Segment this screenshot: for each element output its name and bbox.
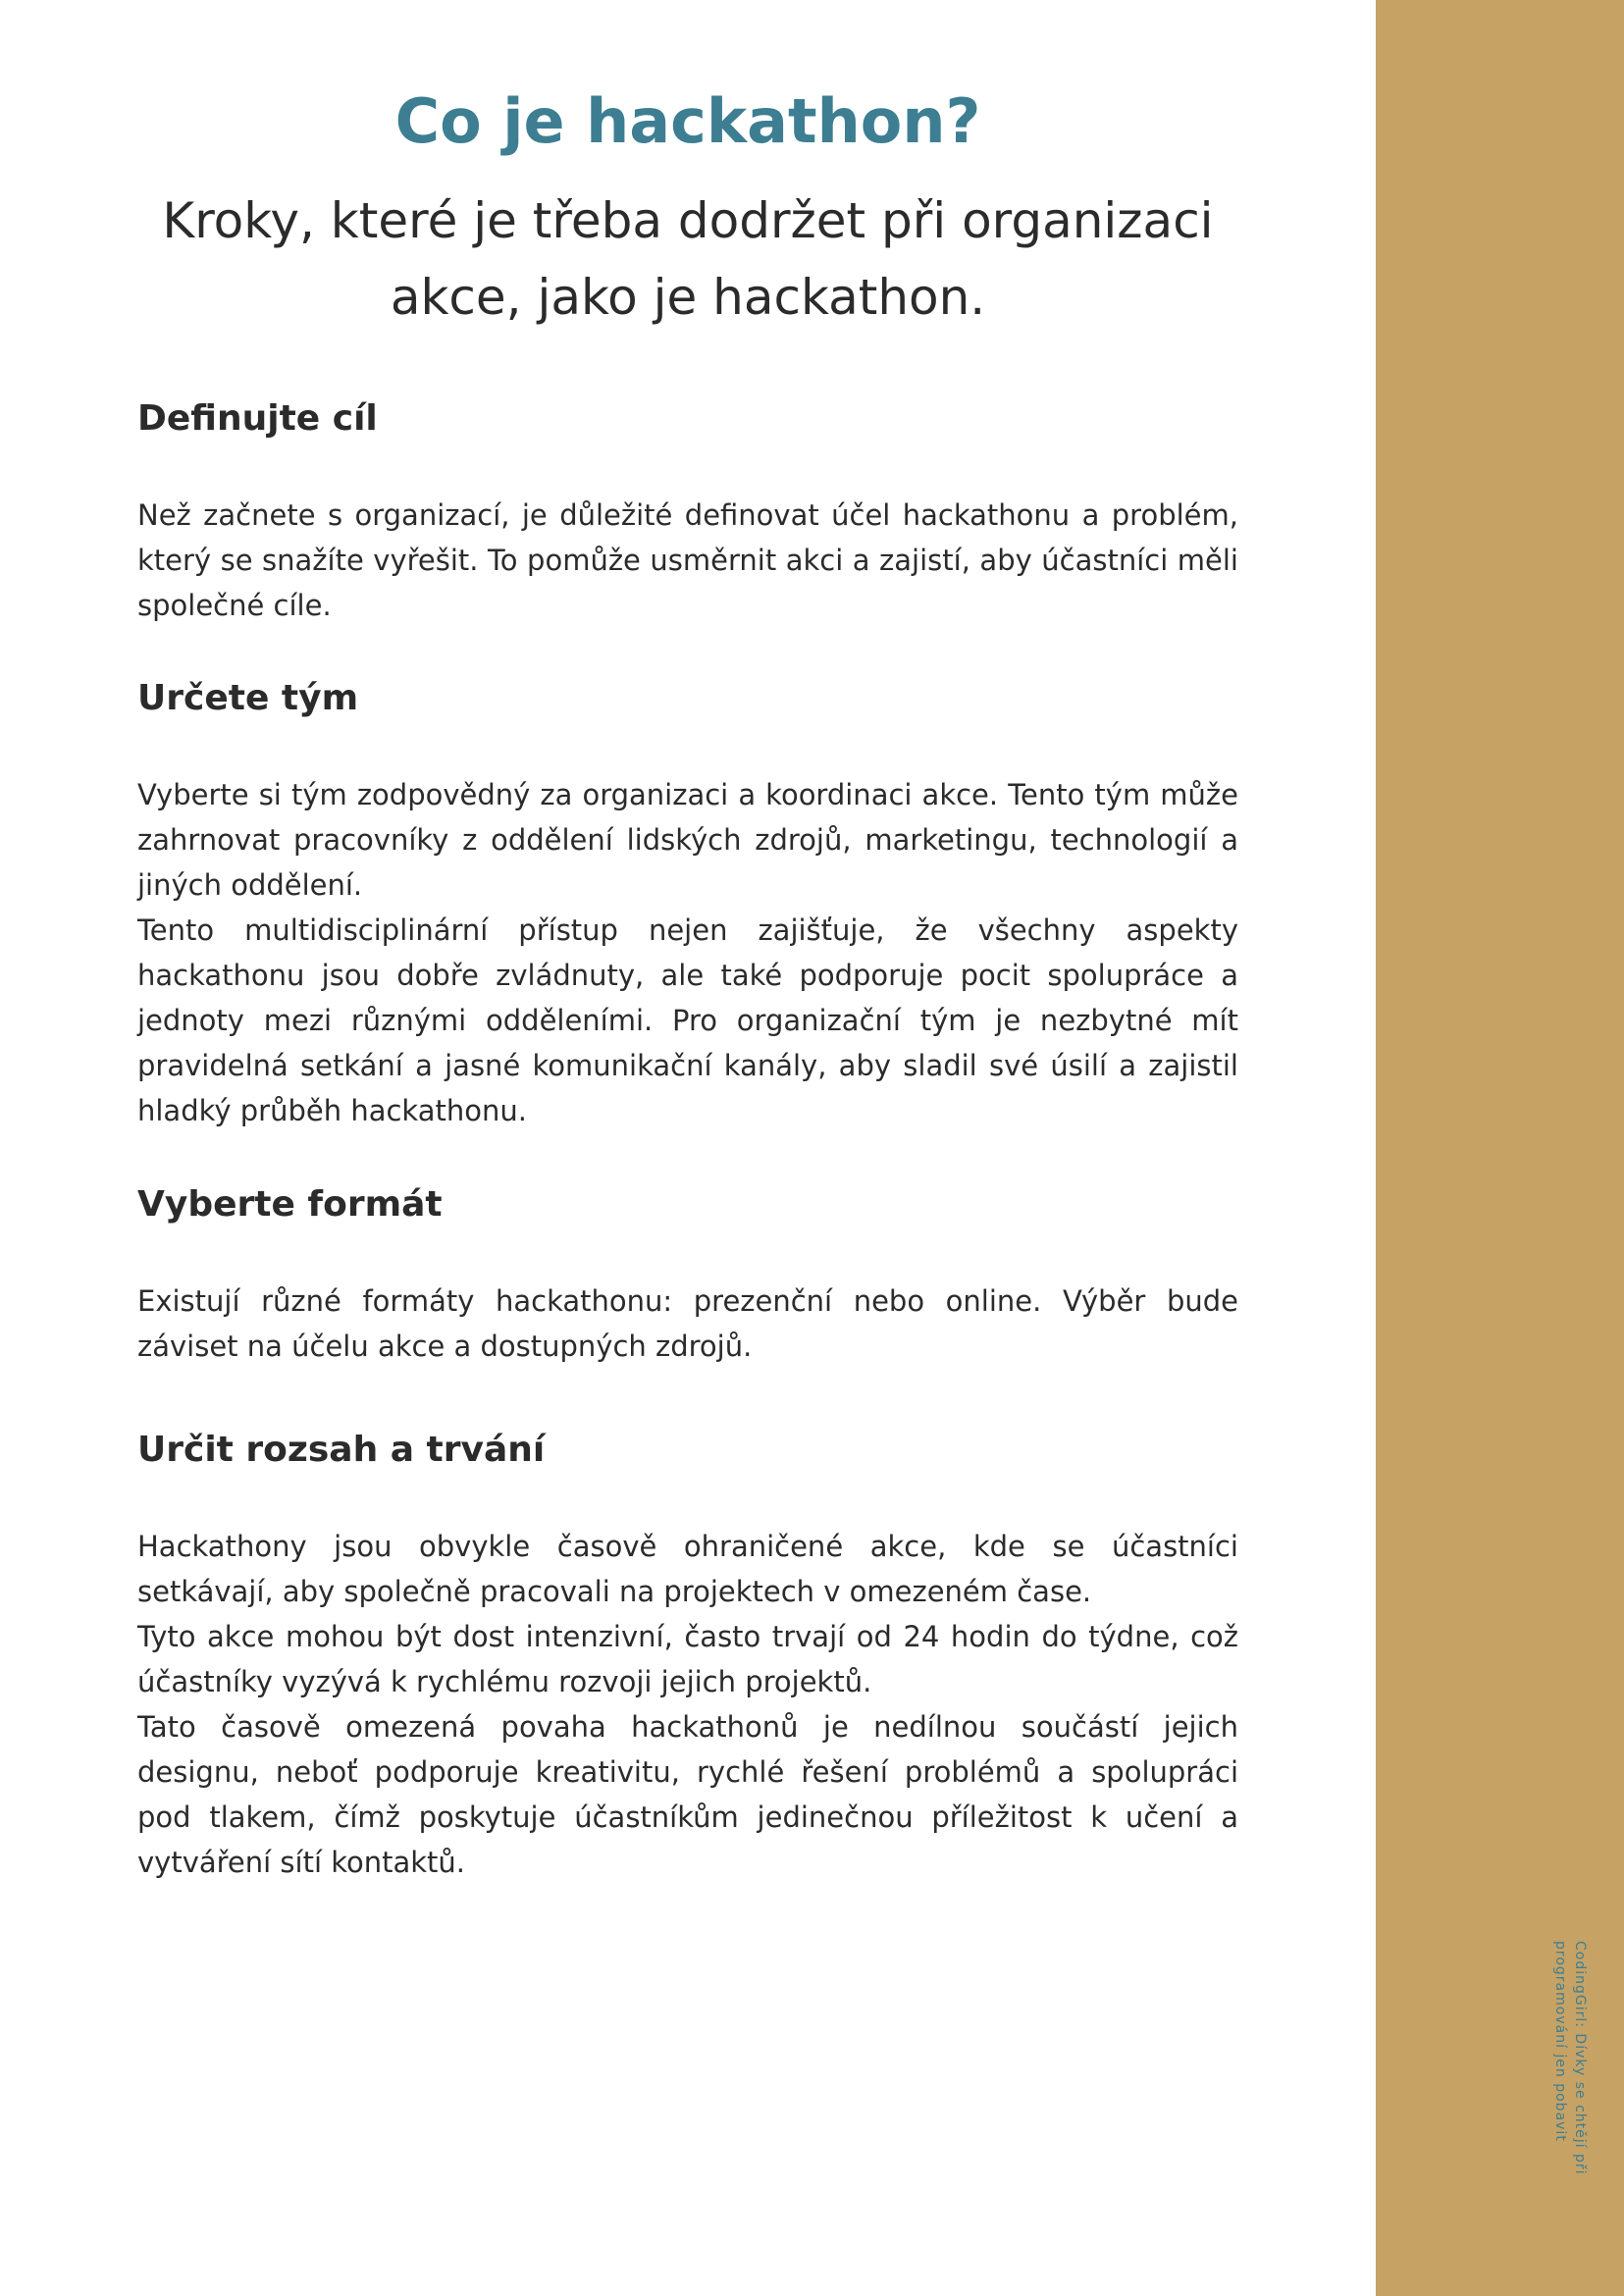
section-paragraph: Než začnete s organizací, je důležité definovat účel hackathonu a problém, který se snažíte vyřešit. To pomůže usměrnit akci a zajistí, aby účastníci měli společné cíle. bbox=[137, 498, 1238, 622]
section-paragraph: Existují různé formáty hackathonu: prezenční nebo online. Výběr bude záviset na účelu akce a dostupných zdrojů. bbox=[137, 1284, 1238, 1363]
section-heading: Určit rozsah a trvání bbox=[137, 1430, 546, 1470]
section-format bbox=[137, 1180, 1238, 1369]
section-team bbox=[137, 674, 1238, 1133]
section-paragraph: Vyberte si tým zodpovědný za organizaci a koordinaci akce. Tento tým může zahrnovat pracovníky z oddělení lidských zdrojů, marketingu, technologií a jiných oddělení. bbox=[137, 778, 1238, 902]
page-subtitle: Kroky, které je třeba dodržet při organizaci akce, jako je hackathon. bbox=[162, 192, 1214, 326]
page-title: Co je hackathon? bbox=[394, 85, 981, 157]
section-paragraph: Hackathony jsou obvykle časově ohraničené akce, kde se účastníci setkávají, aby společně pracovali na projektech v omezeném čase. bbox=[137, 1530, 1238, 1608]
document-content bbox=[137, 78, 1238, 1879]
sidebar-caption: CodingGirl: Dívky se chtějí při programování jen pobavit bbox=[1552, 1941, 1588, 2175]
section-heading: Určete tým bbox=[137, 678, 359, 718]
section-define-goal bbox=[137, 394, 1238, 628]
section-paragraph: Tento multidisciplinární přístup nejen zajišťuje, že všechny aspekty hackathonu jsou dobře zvládnuty, ale také podporuje pocit spolupráce a jednoty mezi různými odděleními. Pro organizační tým je nezbytné mít pravidelná setkání a jasné komunikační kanály, aby sladil své úsilí a zajistil hladký průběh hackathonu. bbox=[137, 913, 1238, 1127]
section-scope-duration bbox=[137, 1426, 1238, 1885]
section-heading: Vyberte formát bbox=[137, 1184, 443, 1225]
section-paragraph: Tyto akce mohou být dost intenzivní, často trvají od 24 hodin do týdne, což účastníky vyzývá k rychlému rozvoji jejich projektů. bbox=[137, 1620, 1238, 1698]
section-heading: Definujte cíl bbox=[137, 398, 378, 439]
section-paragraph: Tato časově omezená povaha hackathonů je nedílnou součástí jejich designu, neboť podporuje kreativitu, rychlé řešení problémů a spolupráci pod tlakem, čímž poskytuje účastníkům jedinečnou příležitost k učení a vytváření sítí kontaktů. bbox=[137, 1710, 1238, 1879]
